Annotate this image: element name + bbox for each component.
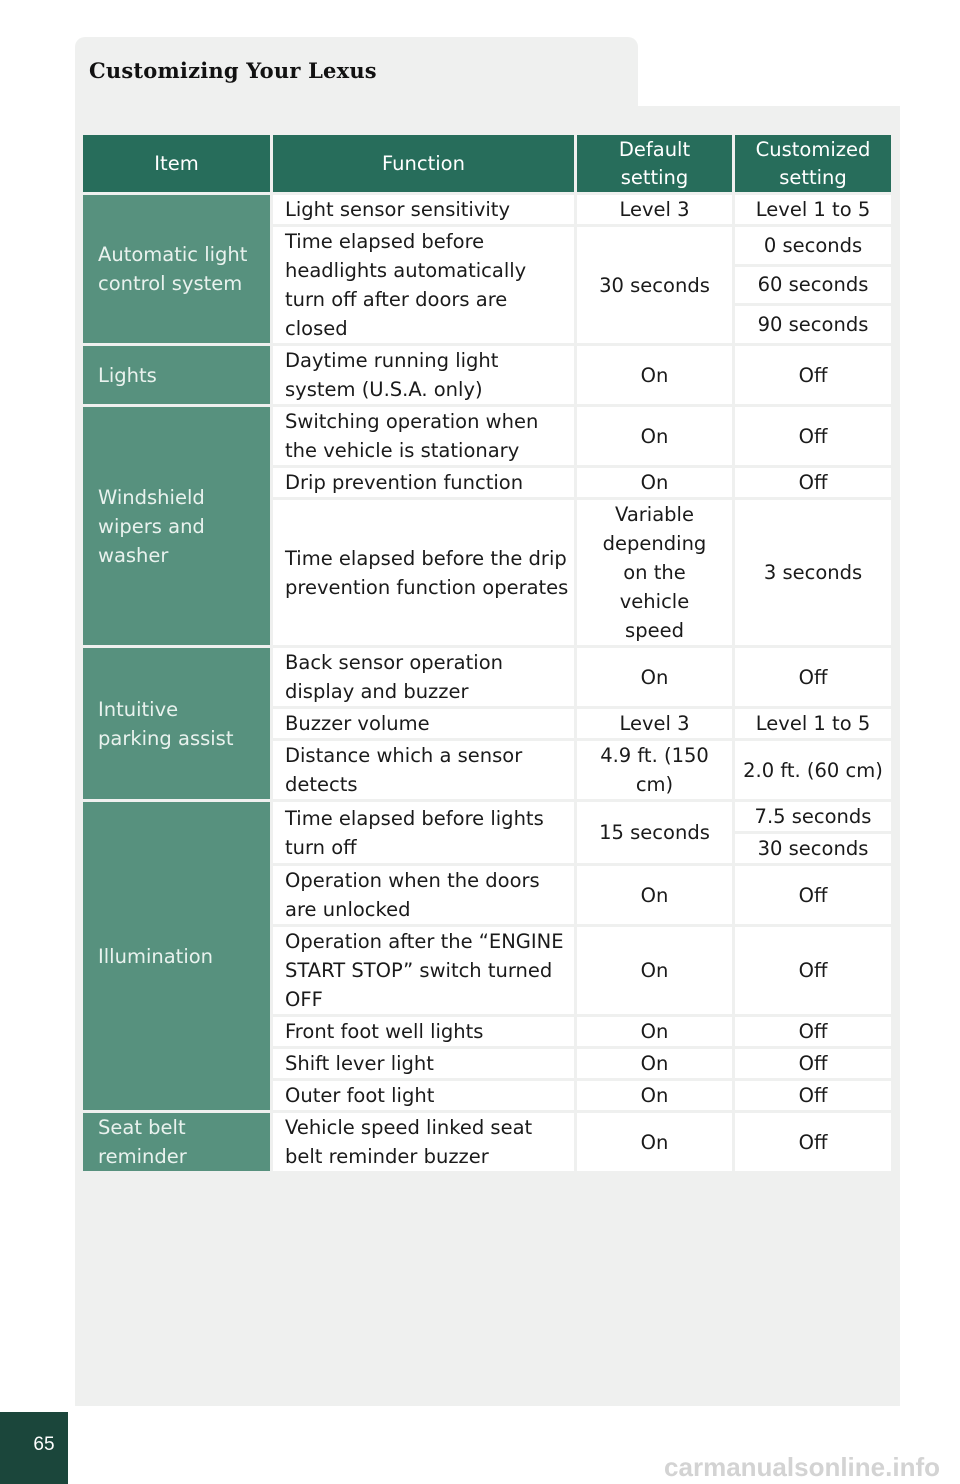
header-item: Item — [83, 135, 270, 192]
function-cell: Time elapsed before headlights automatically turn off after doors are closed — [273, 227, 574, 343]
customized-cell: Off — [735, 468, 891, 497]
function-cell: Operation when the doors are unlocked — [273, 866, 574, 924]
customized-cell: 30 seconds — [735, 834, 891, 863]
default-cell-label: Variable depending on the vehicle speed — [602, 503, 707, 642]
customized-cell: 3 seconds — [735, 500, 891, 645]
function-cell: Daytime running light system (U.S.A. only) — [273, 346, 574, 404]
customized-cell: 0 seconds — [735, 227, 891, 264]
function-cell: Operation after the “ENGINE START STOP” switch turned OFF — [273, 927, 574, 1014]
customized-cell: Off — [735, 1049, 891, 1078]
customized-cell: Off — [735, 1017, 891, 1046]
section-item-label: Automatic light control system — [98, 243, 248, 295]
default-cell: 15 seconds — [577, 802, 732, 863]
customized-cell: Off — [735, 648, 891, 706]
default-cell: On — [577, 866, 732, 924]
customized-cell: Level 1 to 5 — [735, 709, 891, 738]
customized-cell: 90 seconds — [735, 306, 891, 343]
table-row — [83, 346, 891, 404]
header-function: Function — [273, 135, 574, 192]
default-cell: On — [577, 1113, 732, 1171]
customized-cell: 2.0 ft. (60 cm) — [735, 741, 891, 799]
table-header-row — [83, 135, 891, 192]
default-cell: On — [577, 927, 732, 1014]
customized-cell: Level 1 to 5 — [735, 195, 891, 224]
section-item: Lights — [83, 346, 270, 404]
section-item-label: Windshield wipers and washer — [98, 485, 205, 567]
default-cell — [577, 500, 732, 645]
customized-cell: Off — [735, 1081, 891, 1110]
default-cell: On — [577, 346, 732, 404]
table-row — [83, 195, 891, 224]
function-cell: Time elapsed before the drip prevention function operates — [273, 500, 574, 645]
function-cell: Drip prevention function — [273, 468, 574, 497]
function-cell: Vehicle speed linked seat belt reminder buzzer — [273, 1113, 574, 1171]
function-cell: Shift lever light — [273, 1049, 574, 1078]
settings-table — [80, 132, 894, 1174]
section-item — [83, 1113, 270, 1171]
function-cell: Distance which a sensor detects — [273, 741, 574, 799]
default-cell: On — [577, 1081, 732, 1110]
default-cell: On — [577, 468, 732, 497]
customized-cell: Off — [735, 1113, 891, 1171]
section-item — [83, 195, 270, 343]
table-body — [83, 195, 891, 1171]
customized-cell: 7.5 seconds — [735, 802, 891, 831]
customized-cell: Off — [735, 866, 891, 924]
default-cell: On — [577, 407, 732, 465]
section-item: Illumination — [83, 802, 270, 1110]
function-cell: Time elapsed before lights turn off — [273, 802, 574, 863]
default-cell: 4.9 ft. (150 cm) — [577, 741, 732, 799]
section-item-label: Seat belt reminder — [98, 1116, 187, 1168]
page-number: 65 — [33, 1434, 55, 1455]
default-cell: On — [577, 648, 732, 706]
table-row — [83, 648, 891, 706]
table-row — [83, 1113, 891, 1171]
default-cell: On — [577, 1049, 732, 1078]
default-cell: Level 3 — [577, 195, 732, 224]
header-default: Default setting — [577, 135, 732, 192]
function-cell: Front foot well lights — [273, 1017, 574, 1046]
function-cell: Outer foot light — [273, 1081, 574, 1110]
section-item — [83, 648, 270, 799]
header-customized: Customized setting — [735, 135, 891, 192]
page-title: Customizing Your Lexus — [89, 58, 377, 83]
default-cell: On — [577, 1017, 732, 1046]
customized-cell: 60 seconds — [735, 267, 891, 304]
table-row — [83, 407, 891, 465]
section-item — [83, 407, 270, 645]
default-cell: 30 seconds — [577, 227, 732, 343]
customized-cell: Off — [735, 346, 891, 404]
function-cell: Light sensor sensitivity — [273, 195, 574, 224]
default-cell: Level 3 — [577, 709, 732, 738]
section-item-label: Intuitive parking assist — [98, 697, 234, 750]
function-cell: Back sensor operation display and buzzer — [273, 648, 574, 706]
watermark: carmanualsonline.info — [664, 1452, 940, 1482]
function-cell: Switching operation when the vehicle is stationary — [273, 407, 574, 465]
customized-cell: Off — [735, 927, 891, 1014]
function-cell: Buzzer volume — [273, 709, 574, 738]
table-row — [83, 802, 891, 831]
customized-cell: Off — [735, 407, 891, 465]
